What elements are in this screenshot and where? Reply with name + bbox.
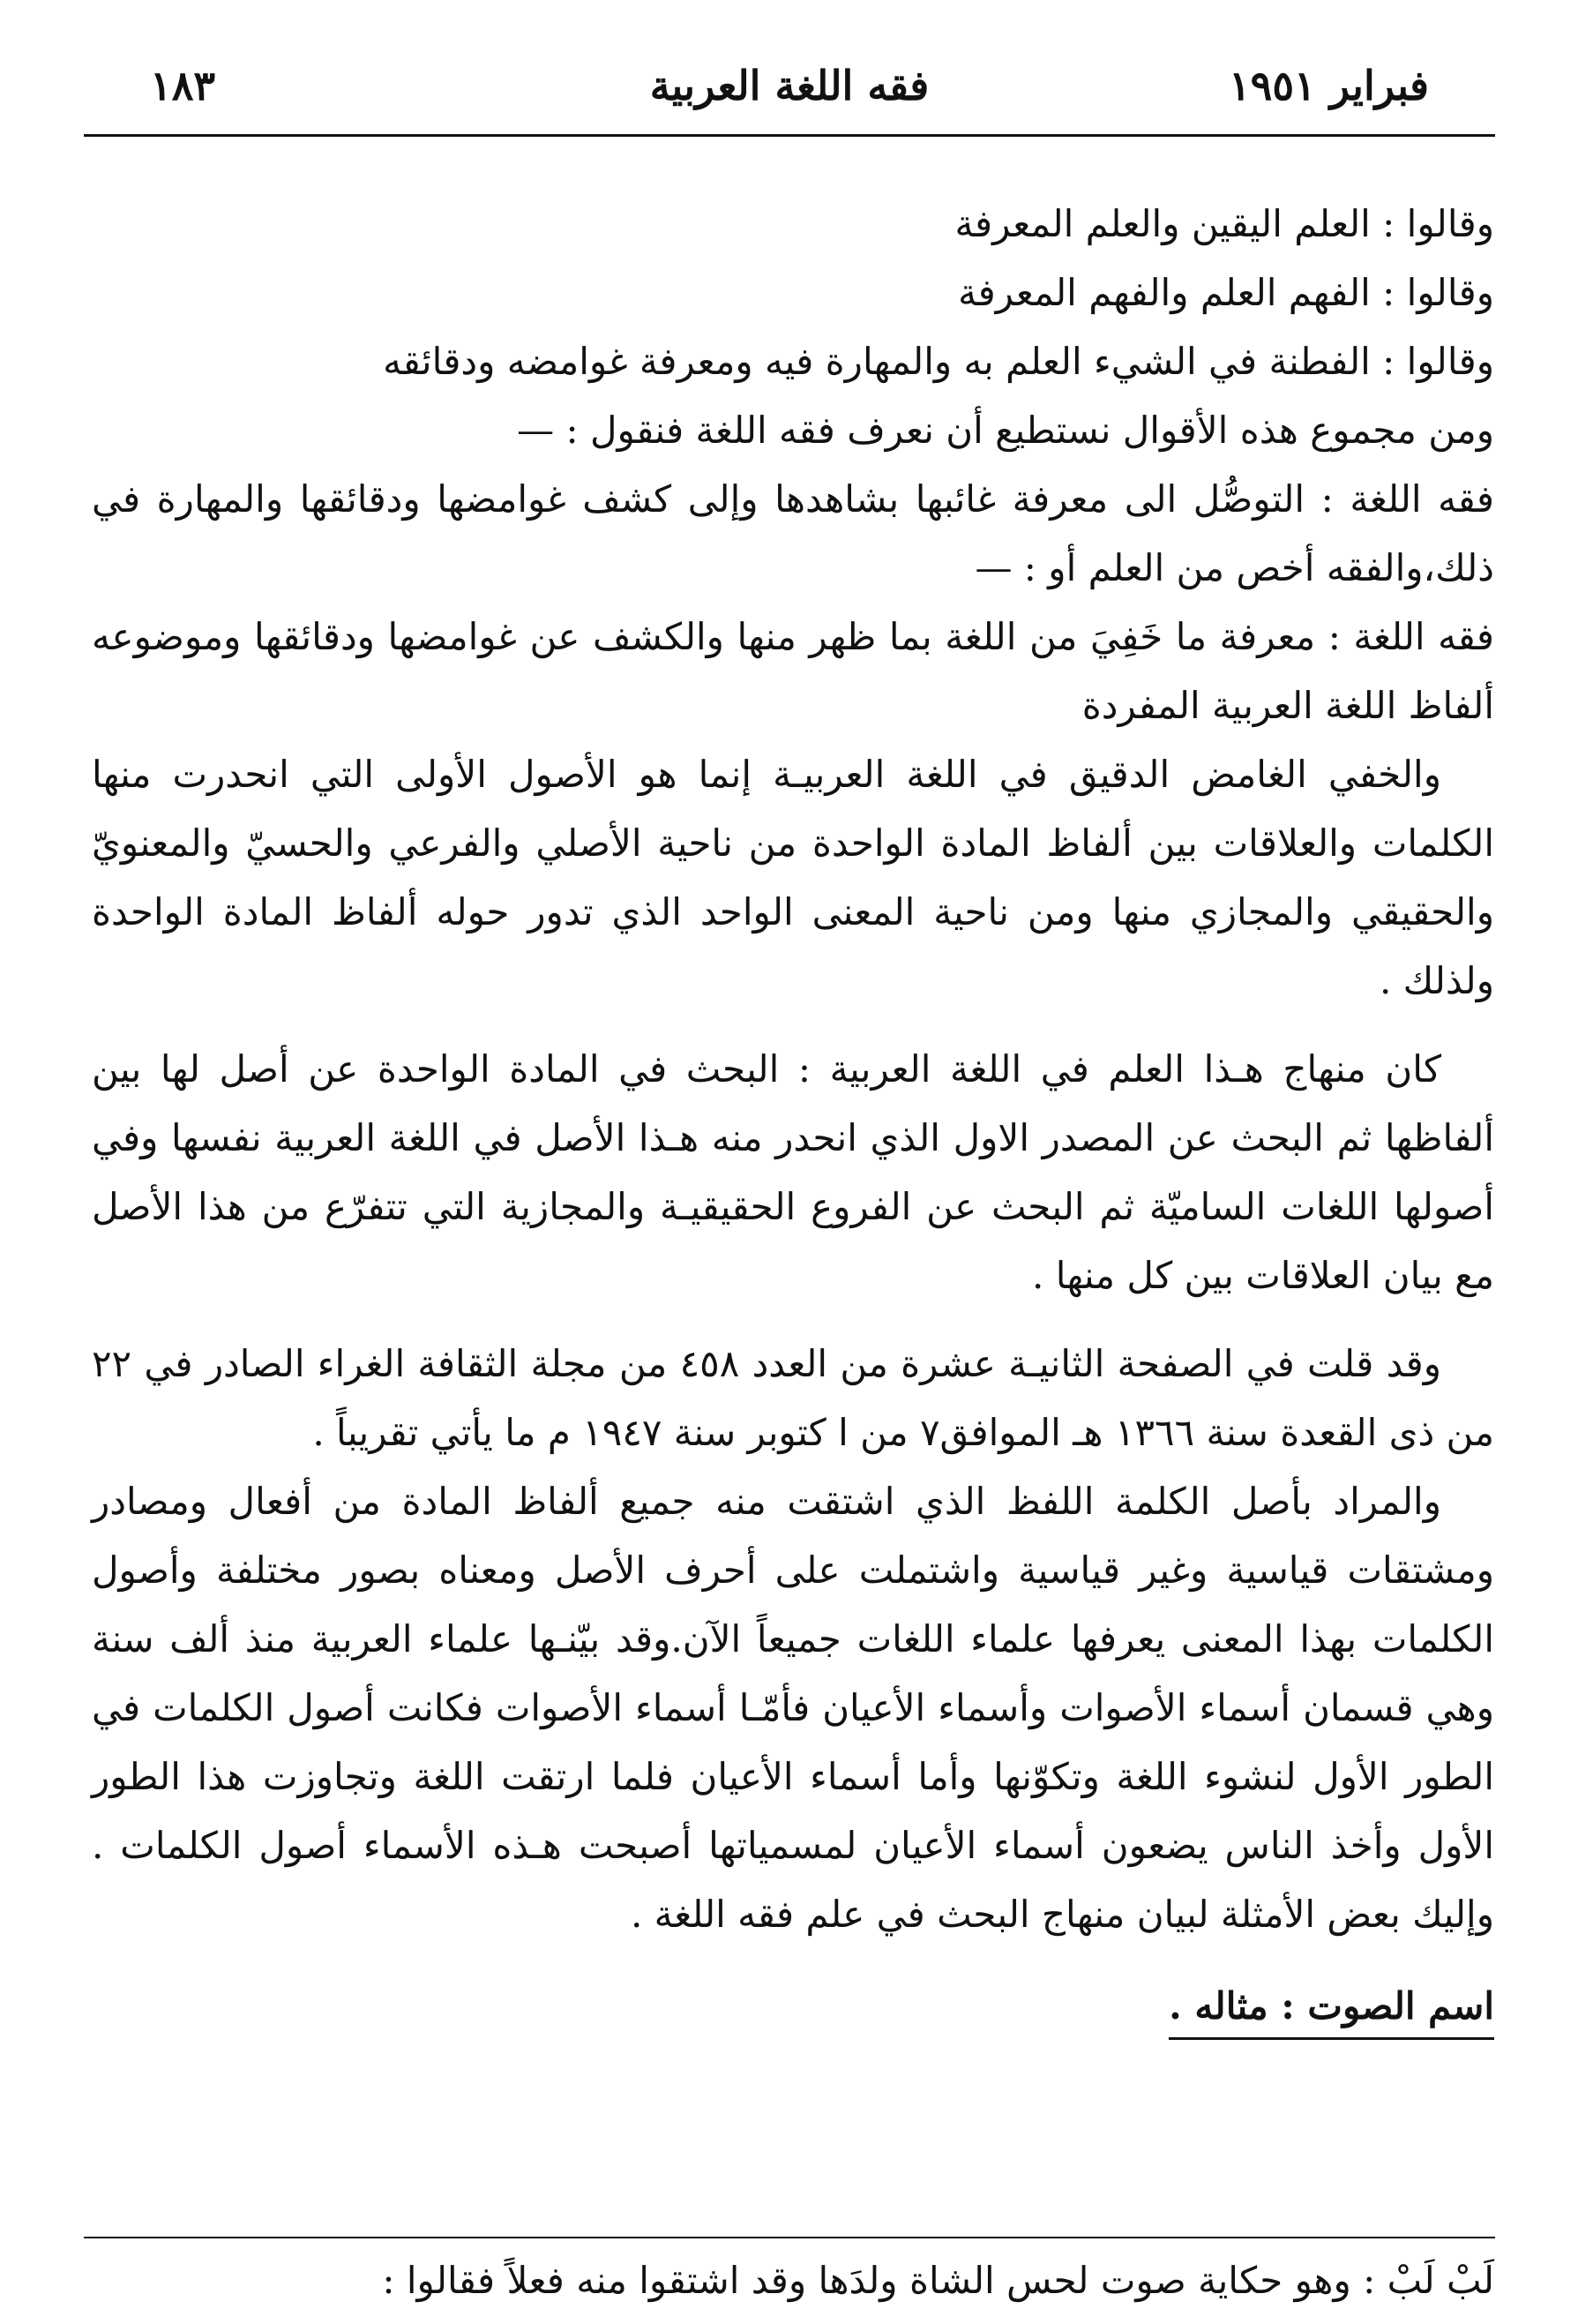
text-line: ومن مجموع هذه الأقوال نستطيع أن نعرف فقه اللغة فنقول : — <box>517 409 1494 452</box>
body-text <box>92 190 1494 2041</box>
example-heading: اسم الصوت : مثاله . <box>1169 1975 1494 2040</box>
paragraph: كان منهاج هـذا العلم في اللغة العربية : البحث في المادة الواحدة عن أصل لها بين ألفاظها ثم البحث عن المصدر الاول الذي انحدر منه هـذا الأصل في اللغة العربية نفسها وفي أصولها اللغات الساميّة ثم البحث عن الفروع الحقيقيـة والمجازية التي تتفرّع من هذا الأصل مع بيان العلاقات بين كل منها . <box>92 1047 1494 1297</box>
issue-date: فبراير ١٩٥١ <box>1228 62 1429 109</box>
running-header <box>150 46 1429 125</box>
definition-paragraph: فقه اللغة : معرفة ما خَفِيَ من اللغة بما ظهر منها والكشف عن غوامضها ودقائقها وموضوعه ألفاظ اللغة العربية المفردة <box>92 615 1494 727</box>
paragraph: وقد قلت في الصفحة الثانيـة عشرة من العدد ٤٥٨ من مجلة الثقافة الغراء الصادر في ٢٢ من ذى القعدة سنة ١٣٦٦ هـ الموافق٧ من ا كتوبر سنة ١٩٤٧ م ما يأتي تقريباً . <box>92 1342 1494 1454</box>
section-rule <box>84 2237 1495 2238</box>
paragraph-gap <box>92 1310 1494 1330</box>
paragraph: والمراد بأصل الكلمة اللفظ الذي اشتقت منه جميع ألفاظ المادة من أفعال ومصادر ومشتقات قياسية وغير قياسية واشتملت على أحرف الأصل ومعناه بصور مختلفة وأصول الكلمات بهذا المعنى يعرفها علماء اللغات جميعاً الآن.وقد بيّنـها علماء العربية منذ ألف سنة وهي قسمان أسماء الأصوات وأسماء الأعيان فأمّـا أسماء الأصوات فكانت أصول الكلمات في الطور الأول لنشوء اللغة وتكوّنها وأما أسماء الأعيان فلما ارتقت اللغة وتجاوزت هذا الطور الأول وأخذ الناس يضعون أسماء الأعيان لمسمياتها أصبحت هـذه الأسماء أصول الكلمات . وإليك بعض الأمثلة لبيان منهاج البحث في علم فقه اللغة . <box>92 1480 1494 1936</box>
text-line: وقالوا : العلم اليقين والعلم المعرفة <box>954 202 1494 245</box>
text-line: وقالوا : الفطنة في الشيء العلم به والمهارة فيه ومعرفة غوامضه ودقائقه <box>383 340 1494 383</box>
text-line: وقالوا : الفهم العلم والفهم المعرفة <box>958 271 1494 314</box>
closing-line: لَبْ لَبْ : وهو حكاية صوت لحس الشاة ولدَها وقد اشتقوا منه فعلاً فقالوا : <box>382 2259 1494 2302</box>
page-number: ١٨٣ <box>150 62 216 109</box>
running-title: فقه اللغة العربية <box>649 62 930 109</box>
definition-paragraph: فقه اللغة : التوصُّل الى معرفة غائبها بشاهدها وإلى كشف غوامضها ودقائقها والمهارة في ذلك،والفقه أخص من العلم أو : — <box>92 477 1494 589</box>
paragraph-gap <box>92 1016 1494 1035</box>
paragraph: والخفي الغامض الدقيق في اللغة العربيـة إنما هو الأصول الأولى التي انحدرت منها الكلمات والعلاقات بين ألفاظ المادة الواحدة من ناحية الأصلي والفرعي والحسيّ والمعنويّ والحقيقي والمجازي منها ومن ناحية المعنى الواحد الذي تدور حوله ألفاظ المادة الواحدة ولذلك . <box>92 753 1494 1002</box>
header-rule <box>84 134 1495 137</box>
